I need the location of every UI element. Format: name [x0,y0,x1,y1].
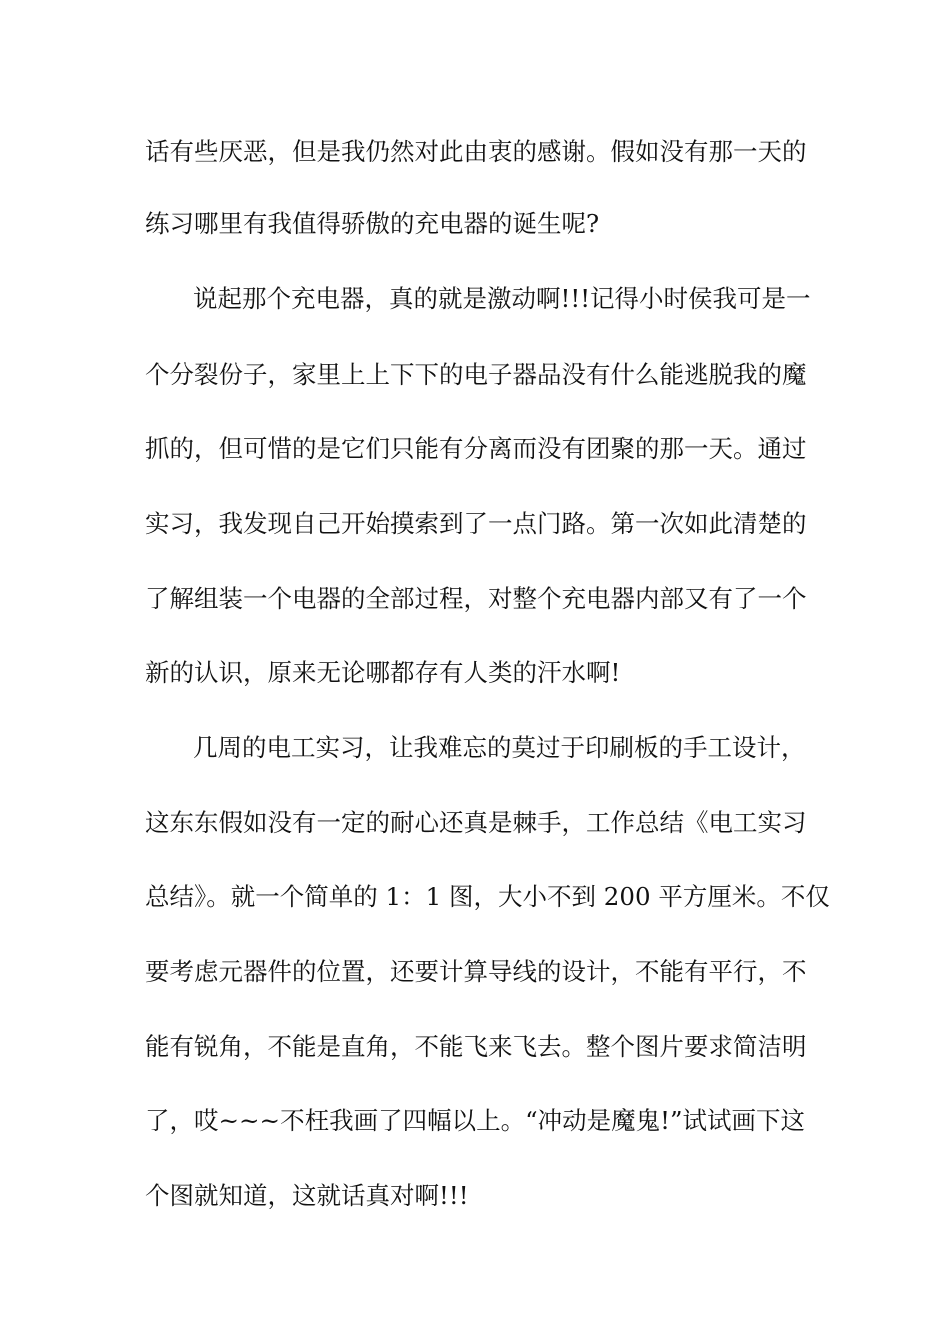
text-line: 话有些厌恶，但是我仍然对此由衷的感谢。假如没有那一天的 [145,137,807,166]
paragraph-start-line: 说起那个充电器，真的就是激动啊!!!记得小时侯我可是一 [193,284,811,313]
text-line: 了解组装一个电器的全部过程，对整个充电器内部又有了一个 [145,584,807,613]
text-line: 抓的，但可惜的是它们只能有分离而没有团聚的那一天。通过 [145,434,807,463]
paragraph-start-line: 几周的电工实习，让我难忘的莫过于印刷板的手工设计， [193,733,806,762]
text-line: 总结》。就一个简单的 1：1 图，大小不到 200 平方厘米。不仅 [145,882,830,911]
text-line: 实习，我发现自己开始摸索到了一点门路。第一次如此清楚的 [145,509,807,538]
text-line: 新的认识，原来无论哪都存有人类的汗水啊! [145,658,621,687]
text-line: 了，哎~~~不枉我画了四幅以上。“冲动是魔鬼!”试试画下这 [145,1106,805,1135]
text-line: 要考虑元器件的位置，还要计算导线的设计，不能有平行，不 [145,957,807,986]
text-line: 能有锐角，不能是直角，不能飞来飞去。整个图片要求简洁明 [145,1032,807,1061]
text-line: 个分裂份子，家里上上下下的电子器品没有什么能逃脱我的魔 [145,360,807,389]
text-line: 这东东假如没有一定的耐心还真是棘手，工作总结《电工实习 [145,808,807,837]
text-line: 练习哪里有我值得骄傲的充电器的诞生呢? [145,209,600,238]
text-line: 个图就知道，这就话真对啊!!! [145,1181,469,1210]
